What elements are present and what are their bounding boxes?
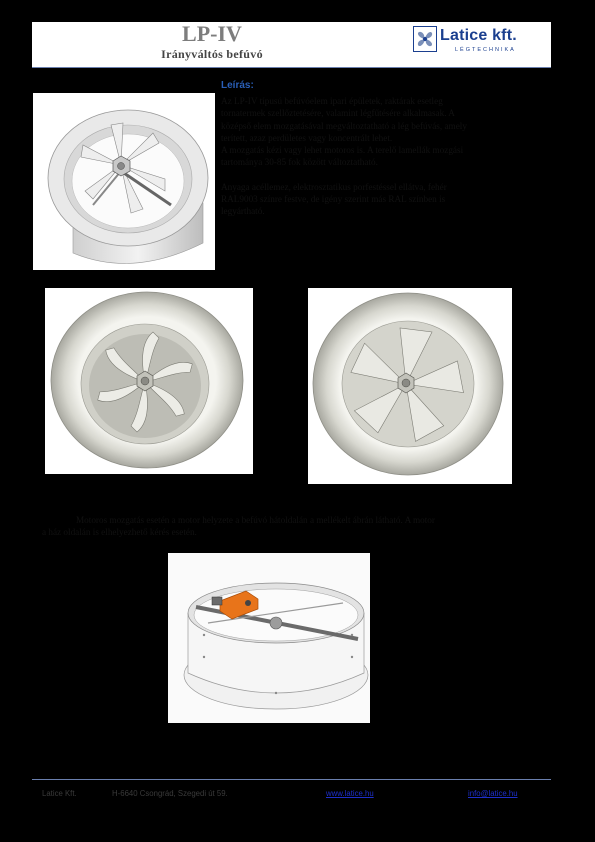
text-line: RAL9003 színre festve, de igény szerint más RAL színben is xyxy=(221,194,446,205)
text-line: legyártható. xyxy=(221,206,265,217)
description-paragraph-2 xyxy=(221,181,521,218)
motor-note-line-1: Motoros mozgatás esetén a motor helyzete a befúvó hátoldalán a mellékelt ábrán látható. A motor xyxy=(76,515,435,525)
logo-subtitle: LÉGTECHNIKA xyxy=(455,47,516,53)
footer-website-link[interactable]: www.latice.hu xyxy=(326,789,374,798)
header-divider xyxy=(32,67,551,68)
product-image-front-spread xyxy=(45,288,253,474)
page-title: LP-IV xyxy=(182,21,242,46)
motor-note-line-2: a ház oldalán is elhelyezhető kérés esetén. xyxy=(42,527,197,538)
fan-logo-icon xyxy=(413,26,437,52)
text-line: Az LP-IV típusú befúvóelem ipari épületek, raktárak esetleg xyxy=(221,96,443,106)
product-image-angled xyxy=(33,93,215,270)
company-logo xyxy=(413,26,547,54)
footer-address: H-6640 Csongrád, Szegedi út 59. xyxy=(112,789,228,798)
text-line: tornatermek szellőztetésére, valamint légfűtésére alkalmasak. A xyxy=(221,108,455,119)
description-heading: Leírás: xyxy=(221,80,254,91)
text-line: terített, azaz perdületes vagy koncentrált lehet. xyxy=(221,132,393,143)
text-line: középső elem mozgatásával megváltoztatható a lég befúvás, amely xyxy=(221,120,467,131)
logo-name: Latice kft. xyxy=(440,27,517,44)
motor-note xyxy=(42,514,556,539)
header xyxy=(32,22,551,68)
text-line: Anyaga acéllemez, elektrosztatikus porfestéssel ellátva, fehér xyxy=(221,181,447,192)
description-paragraph-1 xyxy=(221,95,521,169)
page-subtitle: Irányváltós befúvó xyxy=(161,47,263,61)
footer-email-link[interactable]: info@latice.hu xyxy=(468,789,518,798)
description-text xyxy=(221,95,521,230)
text-line: A mozgatás kézi vagy lehet motoros is. A terelő lamellák mozgási xyxy=(221,145,464,156)
footer-divider xyxy=(32,779,551,780)
footer-company: Latice Kft. xyxy=(42,789,77,798)
product-image-motor-rear xyxy=(168,553,370,723)
product-image-front-concentrated xyxy=(308,288,512,484)
text-line: tartománya 30-85 fok között változtatható. xyxy=(221,157,378,168)
